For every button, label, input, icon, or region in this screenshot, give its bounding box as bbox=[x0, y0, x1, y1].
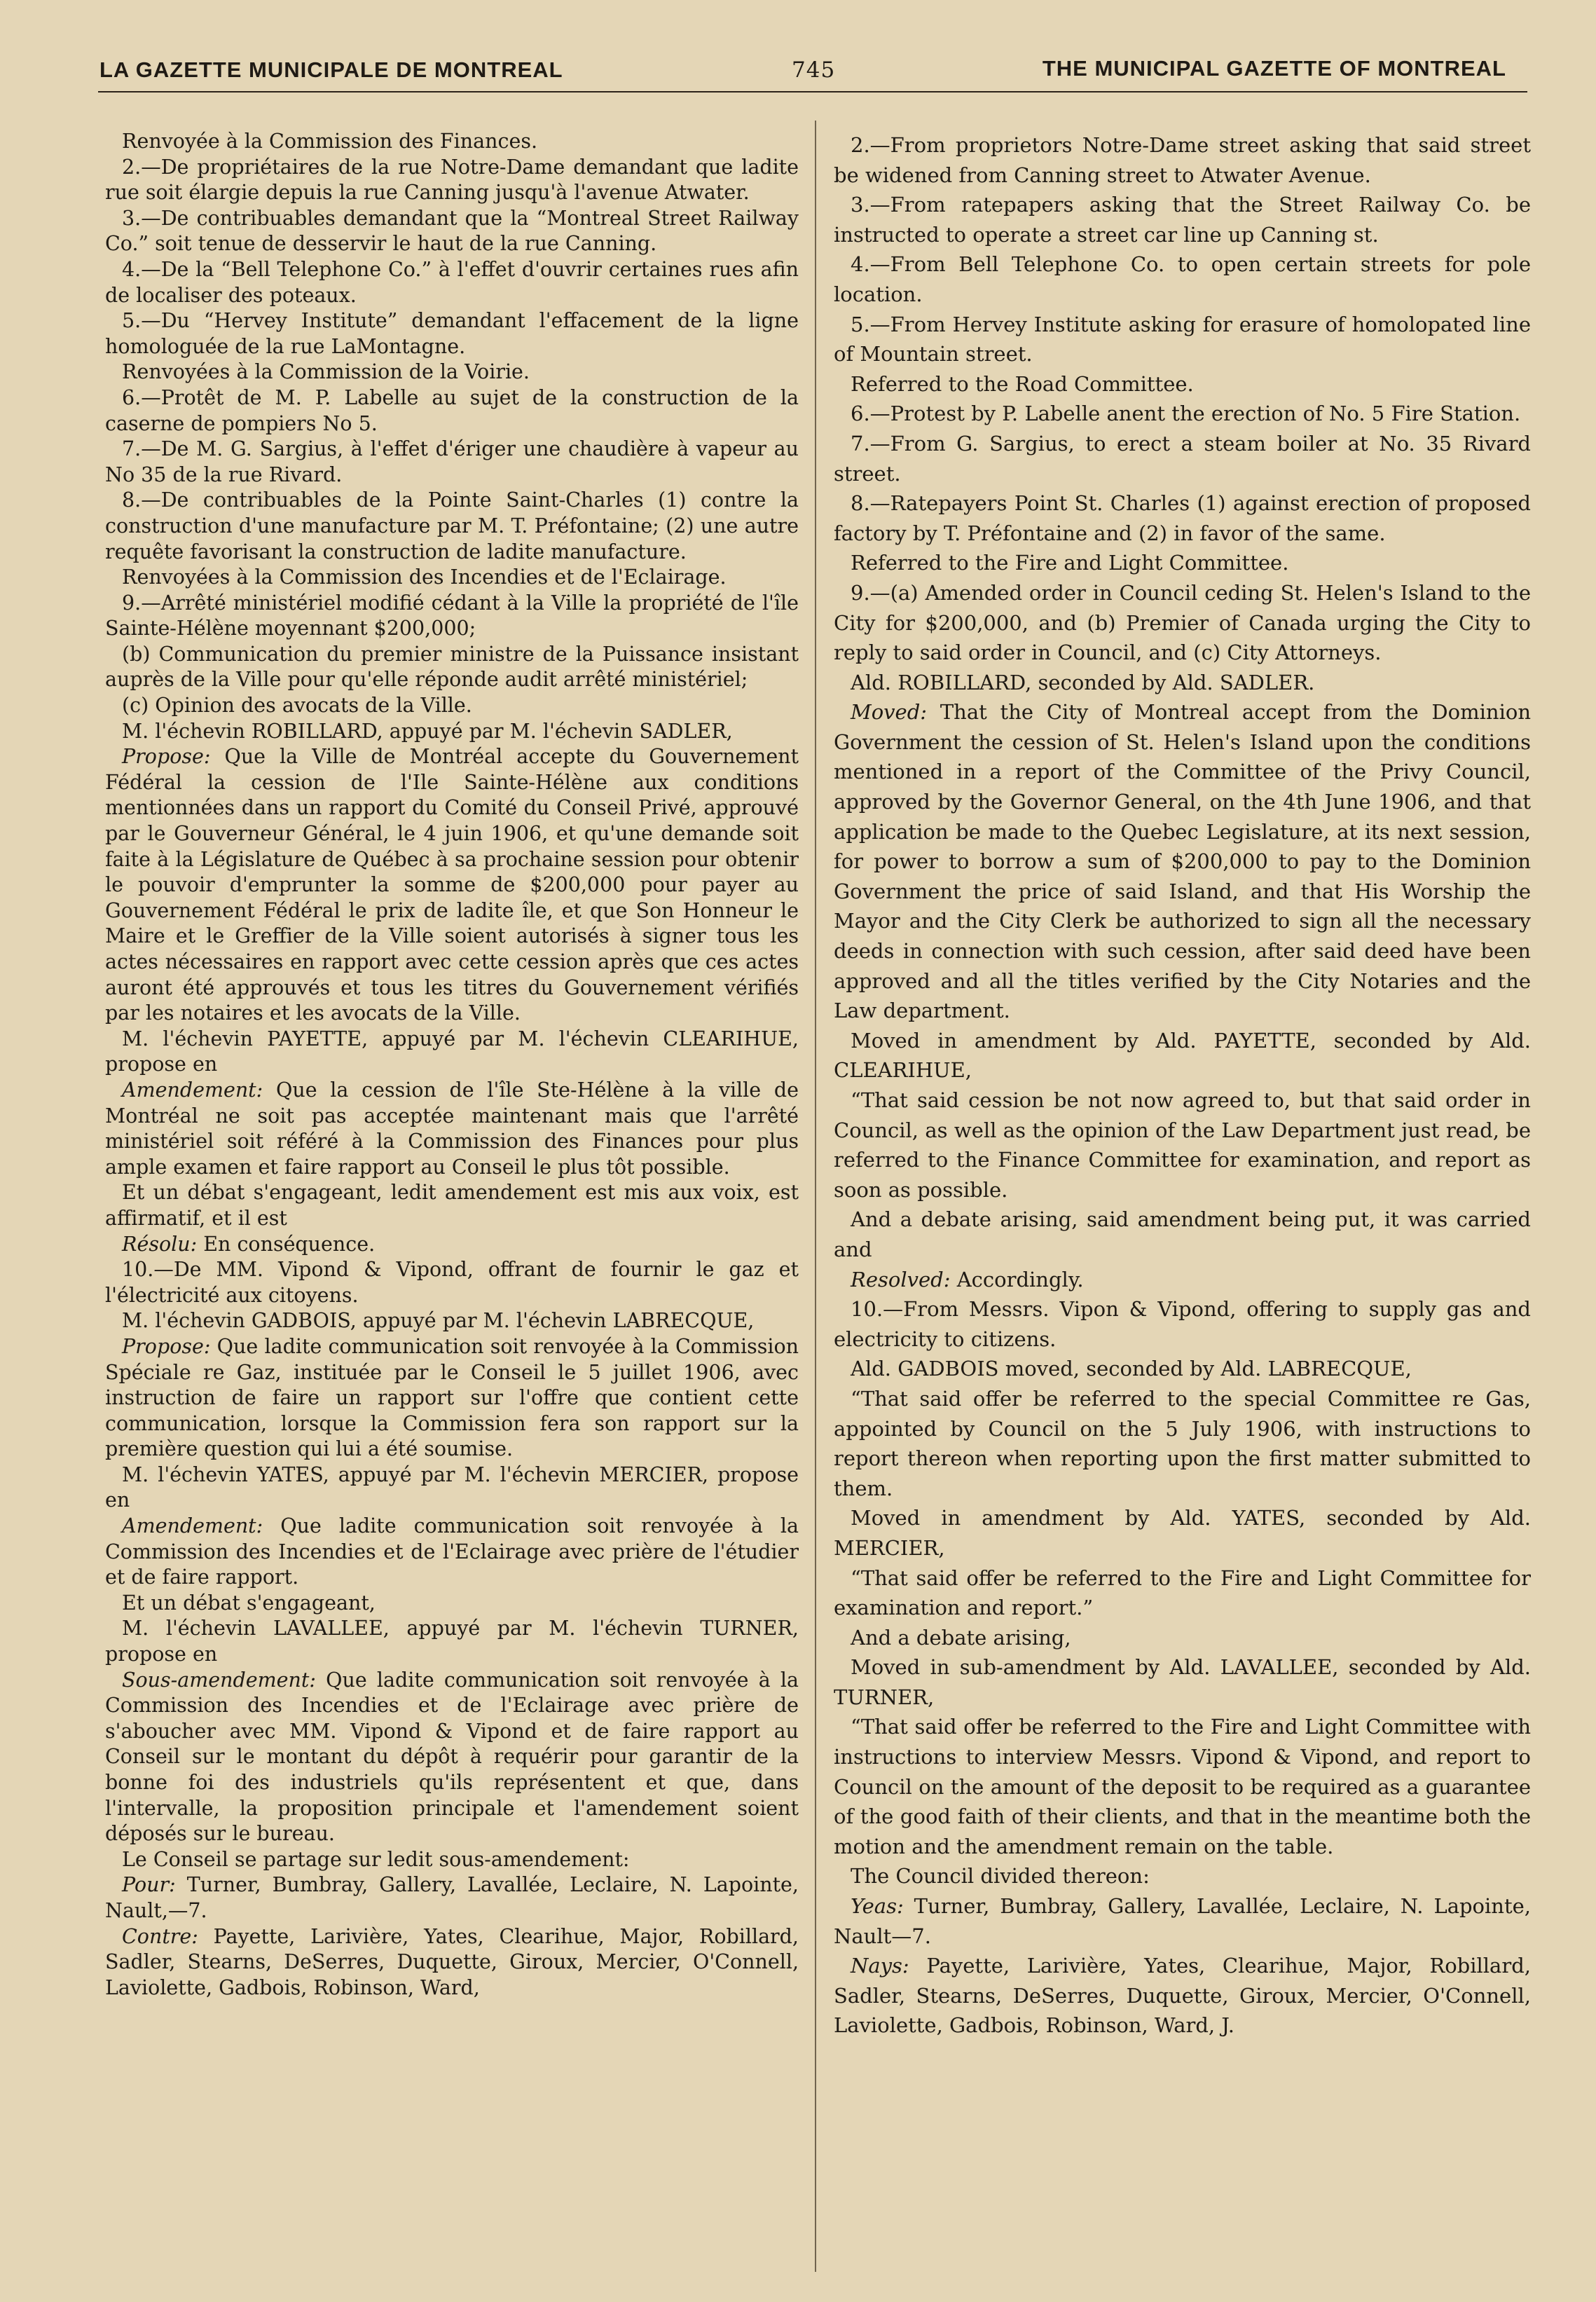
french-paragraph-lead: Amendement: bbox=[122, 1078, 263, 1102]
french-paragraph-text: M. l'échevin YATES, appuyé par M. l'échevin MERCIER, propose en bbox=[105, 1462, 799, 1512]
french-paragraph-text: (b) Communication du premier ministre de la Puissance insistant auprès de la Ville pour qu'elle réponde audit arrêté ministériel; bbox=[105, 642, 799, 692]
english-column bbox=[834, 130, 1531, 2041]
english-paragraph-text: Accordingly. bbox=[950, 1267, 1084, 1292]
french-paragraph bbox=[105, 359, 799, 385]
english-paragraph-text: Payette, Larivière, Yates, Clearihue, Major, Robillard, Sadler, Stearns, DeSerres, Duquette, Giroux, Mercier, O'Connell, Laviolette, Gadbois, Robinson, Ward, J. bbox=[834, 1954, 1531, 2038]
french-paragraph-text: 10.—De MM. Vipond & Vipond, offrant de fournir le gaz et l'électricité aux citoyens. bbox=[105, 1258, 799, 1307]
french-paragraph-text: 6.—Protêt de M. P. Labelle au sujet de la construction de la caserne de pompiers No 5. bbox=[105, 385, 799, 435]
french-paragraph bbox=[105, 1591, 799, 1617]
french-paragraph bbox=[105, 1334, 799, 1462]
french-paragraph bbox=[105, 642, 799, 693]
english-paragraph-lead: Moved: bbox=[851, 700, 928, 725]
page-header bbox=[91, 50, 1520, 93]
french-paragraph bbox=[105, 385, 799, 437]
english-paragraph-text: 5.—From Hervey Institute asking for erasure of homolopated line of Mountain street. bbox=[834, 312, 1531, 366]
french-paragraph-text: Payette, Larivière, Yates, Clearihue, Major, Robillard, Sadler, Stearns, DeSerres, Duquette, Giroux, Mercier, O'Connell, Laviolette, Gadbois, Robinson, Ward, bbox=[105, 1924, 799, 1999]
column-divider bbox=[815, 121, 816, 2272]
english-paragraph bbox=[834, 697, 1531, 1026]
english-paragraph bbox=[834, 399, 1531, 429]
french-paragraph bbox=[105, 1616, 799, 1667]
french-paragraph-lead: Pour: bbox=[122, 1873, 176, 1897]
english-paragraph-text: 10.—From Messrs. Vipon & Vipond, offering to supply gas and electricity to citizens. bbox=[834, 1297, 1531, 1351]
french-paragraph-lead: Résolu: bbox=[122, 1232, 198, 1256]
french-column bbox=[105, 129, 799, 2001]
english-paragraph-text: 8.—Ratepayers Point St. Charles (1) against erection of proposed factory by T. Préfontaine and (2) in favor of the same. bbox=[834, 491, 1531, 545]
french-paragraph-text: 9.—Arrêté ministériel modifié cédant à la Ville la propriété de l'île Sainte-Hélène moyennant $200,000; bbox=[105, 591, 799, 640]
french-paragraph-text: Que ladite communication soit renvoyée à la Commission des Incendies et de l'Eclairage avec prière de l'étudier et de faire rapport. bbox=[105, 1514, 799, 1589]
english-paragraph-text: “That said offer be referred to the special Committee re Gas, appointed by Council on the 5 July 1906, with instructions to report thereon when reporting upon the first matter submitted to them. bbox=[834, 1386, 1531, 1500]
english-paragraph-text: And a debate arising, bbox=[851, 1625, 1071, 1650]
english-paragraph-text: Moved in amendment by Ald. YATES, seconded by Ald. MERCIER, bbox=[834, 1506, 1531, 1560]
french-paragraph-text: Renvoyées à la Commission des Incendies et de l'Eclairage. bbox=[122, 566, 727, 589]
french-paragraph-text: Renvoyée à la Commission des Finances. bbox=[122, 130, 538, 153]
french-paragraph bbox=[105, 1027, 799, 1078]
english-paragraph bbox=[834, 668, 1531, 698]
english-paragraph bbox=[834, 1861, 1531, 1891]
french-paragraph-text: Et un débat s'engageant, bbox=[122, 1591, 376, 1615]
french-paragraph-text: Turner, Bumbray, Gallery, Lavallée, Leclaire, N. Lapointe, Nault,—7. bbox=[105, 1873, 799, 1922]
english-paragraph bbox=[834, 1652, 1531, 1712]
english-paragraph bbox=[834, 369, 1531, 399]
english-paragraph bbox=[834, 130, 1531, 190]
french-paragraph bbox=[105, 1308, 799, 1334]
french-paragraph bbox=[105, 1847, 799, 1873]
french-paragraph-text: En conséquence. bbox=[197, 1232, 376, 1256]
french-paragraph-text: 2.—De propriétaires de la rue Notre-Dame demandant que ladite rue soit élargie depuis la rue Canning jusqu'à l'avenue Atwater. bbox=[105, 155, 799, 205]
english-paragraph-text: “That said offer be referred to the Fire and Light Committee with instructions to interview Messrs. Vipond & Vipond, and report to Council on the amount of the deposit to be required as a guarantee of the good faith of their clients, and that in the meantime both the motion and the amendment remain on the table. bbox=[834, 1715, 1531, 1858]
english-paragraph bbox=[834, 1503, 1531, 1563]
french-paragraph-text: Le Conseil se partage sur ledit sous-amendement: bbox=[122, 1847, 630, 1871]
english-paragraph-text: Turner, Bumbray, Gallery, Lavallée, Leclaire, N. Lapointe, Nault—7. bbox=[834, 1894, 1531, 1948]
english-paragraph bbox=[834, 1294, 1531, 1354]
french-paragraph-text: M. l'échevin GADBOIS, appuyé par M. l'échevin LABRECQUE, bbox=[122, 1309, 755, 1333]
english-paragraph-text: 2.—From proprietors Notre-Dame street asking that said street be widened from Canning street to Atwater Avenue. bbox=[834, 133, 1531, 187]
english-paragraph-text: 6.—Protest by P. Labelle anent the erection of No. 5 Fire Station. bbox=[851, 402, 1521, 426]
english-paragraph bbox=[834, 578, 1531, 668]
english-paragraph bbox=[834, 1026, 1531, 1085]
french-paragraph bbox=[105, 1078, 799, 1180]
french-paragraph-text: M. l'échevin PAYETTE, appuyé par M. l'échevin CLEARIHUE, propose en bbox=[105, 1027, 799, 1076]
english-paragraph bbox=[834, 1951, 1531, 2041]
french-paragraph bbox=[105, 155, 799, 206]
english-paragraph bbox=[834, 1205, 1531, 1264]
english-paragraph-text: 7.—From G. Sargius, to erect a steam boiler at No. 35 Rivard street. bbox=[834, 431, 1531, 486]
english-paragraph-text: Moved in sub-amendment by Ald. LAVALLEE, seconded by Ald. TURNER, bbox=[834, 1655, 1531, 1709]
french-paragraph bbox=[105, 308, 799, 359]
french-paragraph bbox=[105, 1514, 799, 1591]
french-paragraph bbox=[105, 1872, 799, 1924]
english-paragraph bbox=[834, 1085, 1531, 1205]
french-paragraph-lead: Propose: bbox=[122, 745, 211, 769]
english-paragraph-text: And a debate arising, said amendment being put, it was carried and bbox=[834, 1207, 1531, 1261]
english-paragraph-text: “That said offer be referred to the Fire and Light Committee for examination and report.” bbox=[834, 1566, 1531, 1620]
english-paragraph-lead: Nays: bbox=[851, 1954, 909, 1978]
english-paragraph-text: Referred to the Road Committee. bbox=[851, 371, 1194, 396]
french-paragraph-text: 7.—De M. G. Sargius, à l'effet d'ériger une chaudière à vapeur au No 35 de la rue Rivard. bbox=[105, 437, 799, 486]
french-paragraph-text: 5.—Du “Hervey Institute” demandant l'effacement de la ligne homologuée de la rue LaMontagne. bbox=[105, 309, 799, 358]
french-paragraph bbox=[105, 1232, 799, 1258]
french-paragraph bbox=[105, 1180, 799, 1231]
french-paragraph-text: Et un débat s'engageant, ledit amendement est mis aux voix, est affirmatif, et il est bbox=[105, 1181, 799, 1230]
french-paragraph bbox=[105, 1462, 799, 1514]
french-paragraph bbox=[105, 257, 799, 308]
header-french-title: LA GAZETTE MUNICIPALE DE MONTREAL bbox=[99, 57, 563, 82]
french-paragraph-text: Renvoyées à la Commission de la Voirie. bbox=[122, 360, 530, 384]
english-paragraph-text: 9.—(a) Amended order in Council ceding St. Helen's Island to the City for $200,000, and (b) Premier of Canada urging the City to reply to said order in Council, and (c) City Attorneys. bbox=[834, 580, 1531, 665]
english-paragraph bbox=[834, 249, 1531, 309]
english-paragraph-text: “That said cession be not now agreed to, but that said order in Council, as well as the opinion of the Law Department just read, be referred to the Finance Committee for examination, and report as soon as possible. bbox=[834, 1088, 1531, 1202]
french-paragraph-text: (c) Opinion des avocats de la Ville. bbox=[122, 694, 472, 718]
english-paragraph bbox=[834, 1623, 1531, 1653]
english-paragraph bbox=[834, 310, 1531, 369]
french-paragraph bbox=[105, 591, 799, 642]
header-rule bbox=[98, 91, 1527, 93]
french-paragraph-lead: Contre: bbox=[122, 1924, 198, 1948]
english-paragraph bbox=[834, 1384, 1531, 1503]
french-paragraph-text: Que la Ville de Montréal accepte du Gouvernement Fédéral la cession de l'Ile Sainte-Hélène aux conditions mentionnées dans un rapport du Comité du Conseil Privé, approuvé par le Gouverneur Général, le 4 juin 1906, et qu'une demande soit faite à la Législature de Québec à sa prochaine session pour obtenir le pouvoir d'emprunter la somme de $200,000 pour payer au Gouvernement Fédéral le prix de ladite île, et que Son Honneur le Maire et le Greffier de la Ville soient autorisés à signer tous les actes nécessaires en rapport avec cette cession après que ces actes auront été approuvés et tous les titres du Gouvernement vérifiés par les notaires et les avocats de la Ville. bbox=[105, 745, 799, 1025]
french-paragraph bbox=[105, 1668, 799, 1847]
french-paragraph bbox=[105, 1257, 799, 1308]
english-paragraph bbox=[834, 190, 1531, 249]
english-paragraph-lead: Resolved: bbox=[851, 1267, 951, 1292]
english-paragraph bbox=[834, 1563, 1531, 1623]
english-paragraph bbox=[834, 488, 1531, 548]
english-paragraph-text: The Council divided thereon: bbox=[851, 1864, 1150, 1889]
english-paragraph bbox=[834, 1265, 1531, 1295]
english-paragraph-text: Moved in amendment by Ald. PAYETTE, seconded by Ald. CLEARIHUE, bbox=[834, 1028, 1531, 1083]
french-paragraph bbox=[105, 206, 799, 257]
french-paragraph-lead: Sous-amendement: bbox=[122, 1668, 316, 1692]
french-paragraph bbox=[105, 129, 799, 155]
page-number: 745 bbox=[792, 57, 836, 83]
english-paragraph-lead: Yeas: bbox=[851, 1894, 904, 1919]
french-paragraph bbox=[105, 693, 799, 719]
english-paragraph bbox=[834, 548, 1531, 578]
french-paragraph bbox=[105, 719, 799, 745]
english-paragraph bbox=[834, 1891, 1531, 1951]
english-paragraph bbox=[834, 1712, 1531, 1861]
french-paragraph-text: 4.—De la “Bell Telephone Co.” à l'effet d'ouvrir certaines rues afin de localiser des poteaux. bbox=[105, 257, 799, 307]
french-paragraph-text: Que ladite communication soit renvoyée à la Commission des Incendies et de l'Eclairage avec prière de s'aboucher avec MM. Vipond & Vipond et de faire rapport au Conseil sur le montant du dépôt à requérir pour garantir de la bonne foi des industriels qu'ils représentent et que, dans l'intervalle, la proposition principale et l'amendement soient déposés sur le bureau. bbox=[105, 1668, 799, 1846]
english-paragraph-text: Referred to the Fire and Light Committee. bbox=[851, 551, 1289, 575]
english-paragraph bbox=[834, 429, 1531, 488]
english-paragraph bbox=[834, 1354, 1531, 1384]
french-paragraph-text: Que la cession de l'île Ste-Hélène à la ville de Montréal ne soit pas acceptée maintenant mais que l'arrêté ministériel soit référé à la Commission des Finances pour plus ample examen et faire rapport au Conseil le plus tôt possible. bbox=[105, 1078, 799, 1179]
french-paragraph-lead: Amendement: bbox=[122, 1514, 263, 1538]
english-paragraph-text: Ald. GADBOIS moved, seconded by Ald. LABRECQUE, bbox=[851, 1357, 1412, 1381]
french-paragraph-lead: Propose: bbox=[122, 1334, 211, 1358]
french-paragraph-text: Que ladite communication soit renvoyée à la Commission Spéciale re Gaz, instituée par le Conseil le 5 juillet 1906, avec instruction de faire un rapport sur l'offre que contient cette communication, lorsque la Commission fera son rapport sur la première question qui lui a été soumise. bbox=[105, 1334, 799, 1461]
english-paragraph-text: 4.—From Bell Telephone Co. to open certain streets for pole location. bbox=[834, 252, 1531, 306]
english-paragraph-text: That the City of Montreal accept from the Dominion Government the cession of St. Helen's Island upon the conditions mentioned in a report of the Committee of the Privy Council, approved by the Governor General, on the 4th June 1906, and that application be made to the Quebec Legislature, at its next session, for power to borrow a sum of $200,000 to pay to the Dominion Government the price of said Island, and that His Worship the Mayor and the City Clerk be authorized to sign all the necessary deeds in connection with such cession, after said deed have been approved and all the titles verified by the City Notaries and the Law department. bbox=[834, 700, 1531, 1023]
french-paragraph bbox=[105, 488, 799, 565]
french-paragraph bbox=[105, 1924, 799, 2001]
french-paragraph-text: M. l'échevin ROBILLARD, appuyé par M. l'échevin SADLER, bbox=[122, 719, 733, 743]
french-paragraph-text: M. l'échevin LAVALLEE, appuyé par M. l'échevin TURNER, propose en bbox=[105, 1617, 799, 1666]
french-paragraph-text: 3.—De contribuables demandant que la “Montreal Street Railway Co.” soit tenue de desservir le haut de la rue Canning. bbox=[105, 206, 799, 256]
english-paragraph-text: 3.—From ratepapers asking that the Street Railway Co. be instructed to operate a street car line up Canning st. bbox=[834, 193, 1531, 247]
french-paragraph bbox=[105, 744, 799, 1027]
english-paragraph-text: Ald. ROBILLARD, seconded by Ald. SADLER. bbox=[851, 670, 1315, 694]
header-english-title: THE MUNICIPAL GAZETTE OF MONTREAL bbox=[1042, 56, 1506, 81]
french-paragraph bbox=[105, 437, 799, 488]
french-paragraph-text: 8.—De contribuables de la Pointe Saint-Charles (1) contre la construction d'une manufacture par M. T. Préfontaine; (2) une autre requête favorisant la construction de ladite manufacture. bbox=[105, 488, 799, 563]
french-paragraph bbox=[105, 565, 799, 591]
